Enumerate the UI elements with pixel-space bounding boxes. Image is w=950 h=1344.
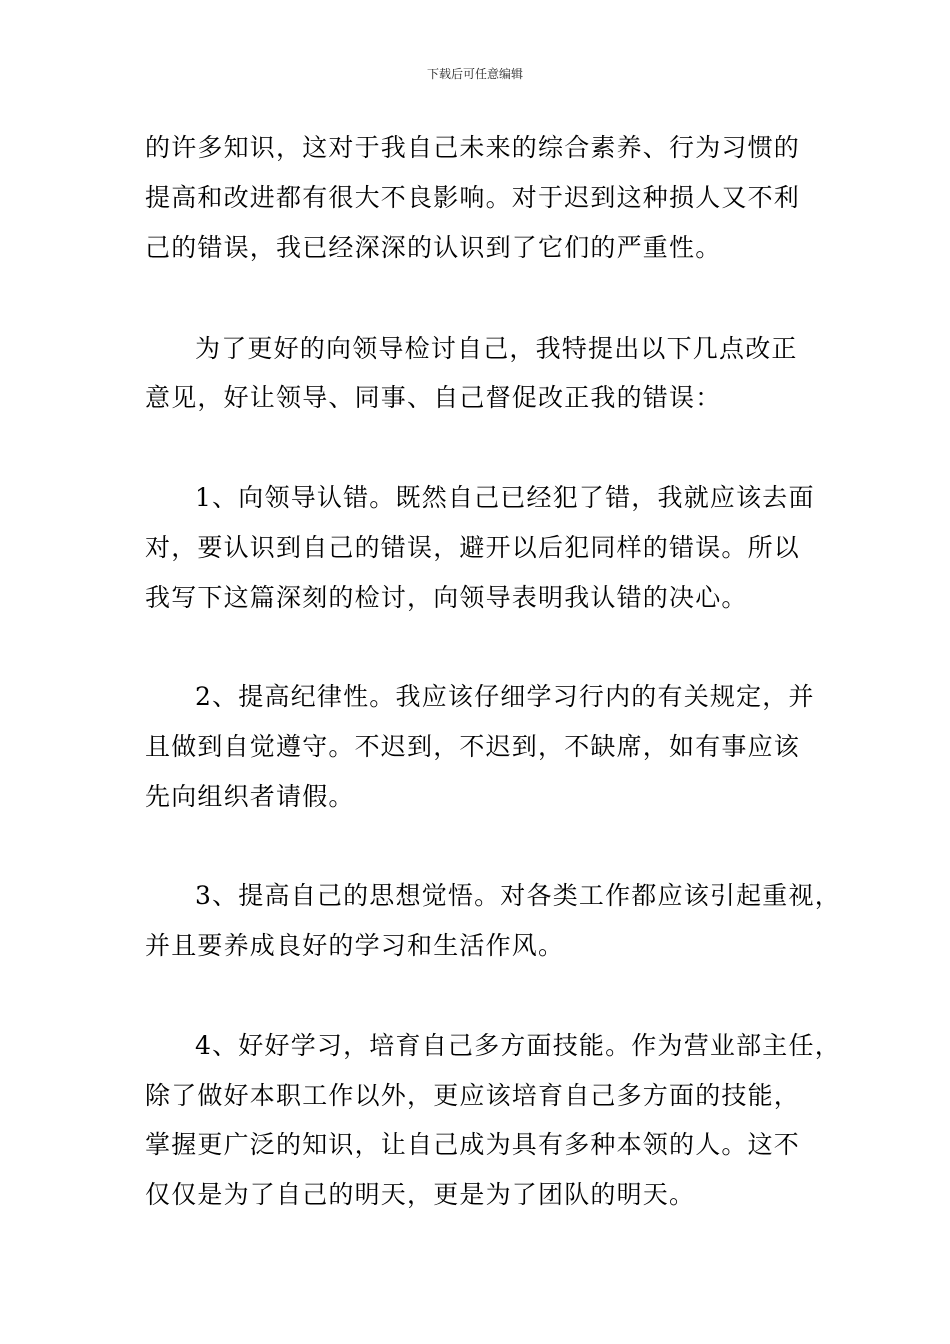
text-line: 掌握更广泛的知识，让自己成为具有多种本领的人。这不 (145, 1130, 801, 1159)
text-line: 4、好好学习，培育自己多方面技能。作为营业部主任， (195, 1031, 841, 1060)
text-line: 1、向领导认错。既然自己已经犯了错，我就应该去面 (195, 483, 815, 512)
text-line: 己的错误，我已经深深的认识到了它们的严重性。 (145, 233, 722, 262)
page-header: 下载后可任意编辑 (426, 67, 523, 81)
text-line: 除了做好本职工作以外，更应该培育自己多方面的技能， (145, 1081, 801, 1110)
text-line: 的许多知识，这对于我自己未来的综合素养、行为习惯的 (145, 133, 801, 162)
text-line: 且做到自觉遵守。不迟到，不迟到，不缺席，如有事应该 (145, 732, 801, 761)
text-line: 先向组织者请假。 (145, 782, 355, 811)
text-line: 3、提高自己的思想觉悟。对各类工作都应该引起重视， (195, 881, 841, 910)
text-line: 意见，好让领导、同事、自己督促改正我的错误： (145, 383, 722, 412)
text-line: 为了更好的向领导检讨自己，我特提出以下几点改正 (195, 334, 798, 363)
text-line: 仅仅是为了自己的明天，更是为了团队的明天。 (145, 1180, 696, 1209)
text-line: 并且要养成良好的学习和生活作风。 (145, 931, 565, 960)
text-line: 2、提高纪律性。我应该仔细学习行内的有关规定，并 (195, 682, 815, 711)
text-line: 对，要认识到自己的错误，避开以后犯同样的错误。所以 (145, 533, 801, 562)
text-line: 提高和改进都有很大不良影响。对于迟到这种损人又不利 (145, 183, 801, 212)
text-line: 我写下这篇深刻的检讨，向领导表明我认错的决心。 (145, 583, 748, 612)
